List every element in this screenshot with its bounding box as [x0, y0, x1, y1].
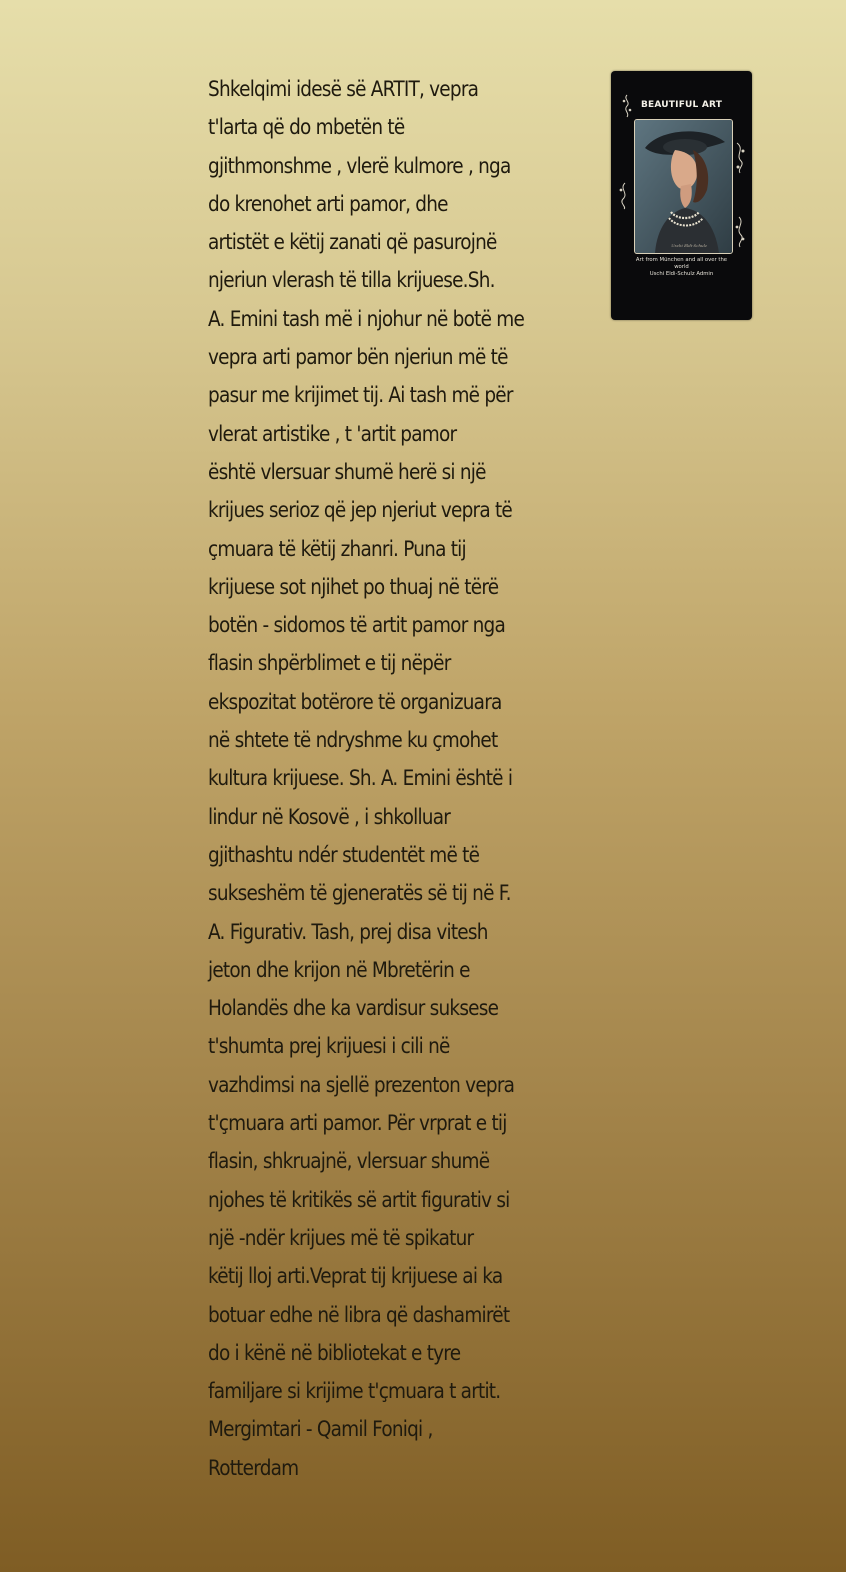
article-line: botën - sidomos të artit pamor nga: [208, 613, 505, 638]
ornament-bottom-right-icon: [733, 215, 747, 249]
article-line: një -ndër krijues më të spikatur: [208, 1225, 474, 1250]
article-line: familjare si krijime t'çmuara t artit.: [208, 1379, 501, 1404]
article-line: krijues serioz që jep njeriut vepra të: [208, 498, 512, 523]
article-line: artistët e këtij zanati që pasurojnë: [208, 230, 497, 255]
card-caption-line1: Art from München and all over the: [635, 257, 728, 263]
article-line: njeriun vlerash të tilla krijuese.Sh.: [208, 268, 495, 293]
ornament-top-left-icon: [621, 93, 633, 119]
beautiful-art-card[interactable]: [611, 71, 752, 320]
article-line: çmuara të këtij zhanri. Puna tij: [208, 536, 466, 561]
article-line: sukseshëm të gjeneratës së tij në F.: [208, 881, 511, 906]
article-line: ekspozitat botërore të organizuara: [208, 689, 502, 714]
article-line: gjithmonshme , vlerë kulmore , nga: [208, 153, 511, 178]
article-line: A. Figurativ. Tash, prej disa vitesh: [208, 919, 488, 944]
article-line: Mergimtari - Qamil Foniqi ,: [208, 1417, 433, 1442]
article-line: flasin shpërblimet e tij nëpër: [208, 651, 451, 676]
article-line: Shkelqimi idesë së ARTIT, vepra: [208, 77, 479, 101]
svg-text:Uschi Eldi-Schulz: Uschi Eldi-Schulz: [671, 243, 707, 248]
article-line: në shtete të ndryshme ku çmohet: [208, 728, 498, 753]
article-line: vepra arti pamor bën njeriun më të: [208, 345, 508, 370]
article-line: A. Emini tash më i njohur në botë me: [208, 306, 525, 331]
article-line: njohes të kritikës së artit figurativ si: [208, 1187, 510, 1212]
article-line: jeton dhe krijon në Mbretërin e: [208, 957, 470, 982]
article-line: lindur në Kosovë , i shkolluar: [208, 804, 451, 829]
card-caption-line3: Uschi Eldi-Schulz Admin: [649, 271, 714, 277]
article-line: flasin, shkruajnë, vlersuar shumë: [208, 1149, 490, 1174]
article-line: botuar edhe në libra që dashamirët: [208, 1302, 510, 1327]
article-line: vlerat artistike , t 'artit pamor: [208, 421, 457, 446]
article-line: t'shumta prej krijuesi i cili në: [208, 1034, 450, 1059]
card-caption-line2: world: [674, 264, 689, 270]
article-line: do krenohet arti pamor, dhe: [208, 191, 448, 216]
card-title: BEAUTIFUL ART: [641, 100, 723, 110]
article-line: pasur me krijimet tij. Ai tash më për: [208, 383, 513, 408]
article-line: është vlersuar shumë herë si një: [208, 459, 486, 484]
article-line: Rotterdam: [208, 1455, 299, 1480]
article-line: vazhdimsi na sjellë prezenton vepra: [208, 1072, 515, 1097]
portrait-woman-icon: [635, 120, 732, 253]
article-line: kultura krijuese. Sh. A. Emini është i: [208, 766, 513, 791]
article-line: do i kënë në bibliotekat e tyre: [208, 1340, 461, 1365]
article-line: gjithashtu ndér studentët më të: [208, 842, 480, 867]
article-line: këtij lloj arti.Veprat tij krijuese ai ka: [208, 1264, 503, 1289]
article-line: Holandës dhe ka vardisur suksese: [208, 996, 499, 1021]
ornament-left-icon: [617, 181, 631, 211]
article-line: t'çmuara arti pamor. Për vrprat e tij: [208, 1111, 507, 1136]
article-line: t'larta që do mbetën të: [208, 115, 405, 140]
painting-image[interactable]: [634, 119, 733, 254]
card-caption: [619, 257, 744, 278]
article-line: krijuese sot njihet po thuaj në tërë: [208, 574, 499, 599]
article-text: [208, 70, 534, 1487]
ornament-right-icon: [733, 141, 747, 175]
